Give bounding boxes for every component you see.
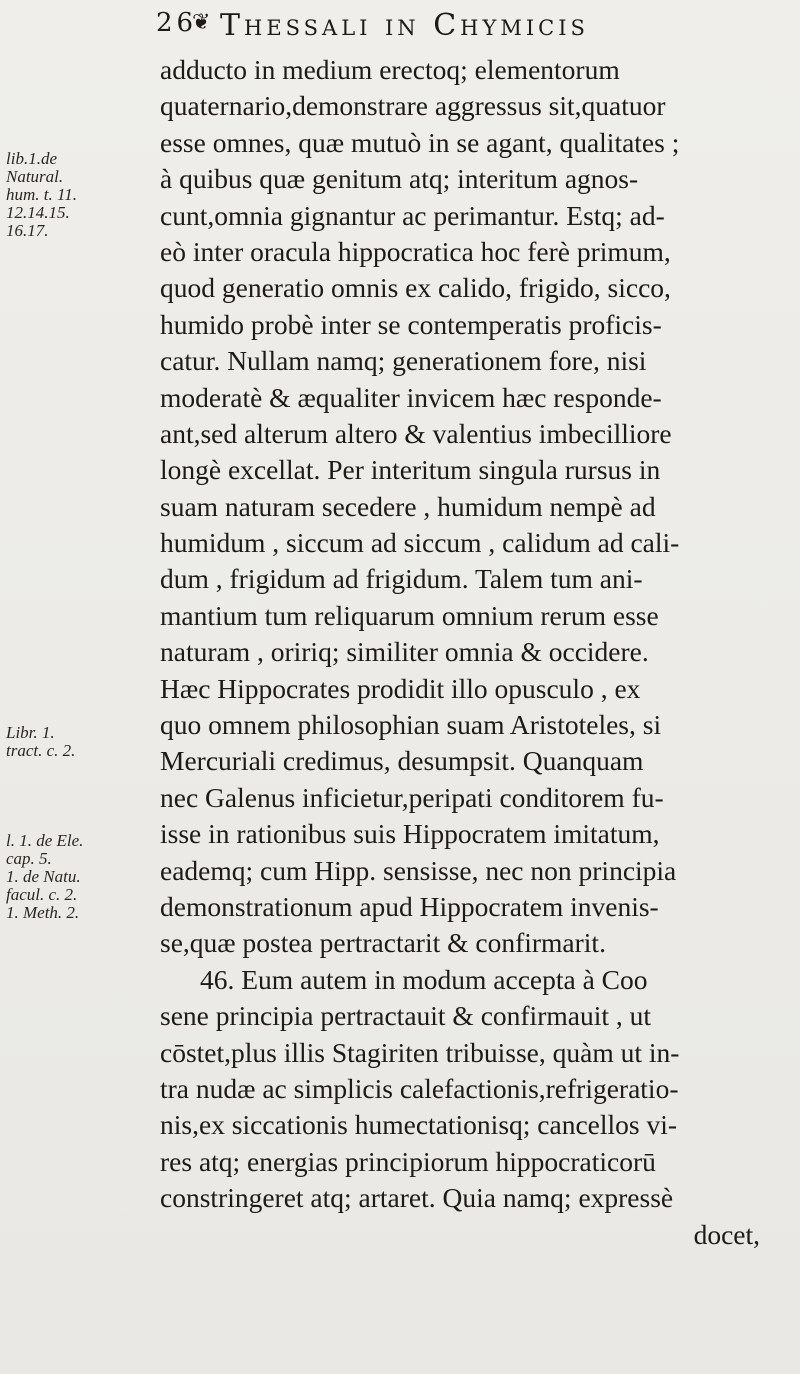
text-line: mantium tum reliquarum omnium rerum esse <box>160 599 659 631</box>
text-line: 46. Eum autem in modum accepta à Coo <box>200 963 648 995</box>
fleuron-icon: ❦ <box>192 10 215 35</box>
text-line: cunt,omnia gignantur ac perimantur. Estq; ad- <box>160 199 665 231</box>
text-line: docet, <box>693 1218 760 1250</box>
text-line: esse omnes, quæ mutuò in se agant, qualitates ; <box>160 126 680 158</box>
page-number: 26 <box>156 8 198 38</box>
text-line: se,quæ postea pertractarit & confirmarit. <box>160 927 606 959</box>
text-line: catur. Nullam namq; generationem fore, nisi <box>160 345 647 377</box>
running-title: Thessali in Chymicis <box>220 8 589 43</box>
text-line: demonstrationum apud Hippocratem invenis- <box>160 890 659 922</box>
text-line: quaternario,demonstrare aggressus sit,quatuor <box>160 90 666 122</box>
text-line: humidum , siccum ad siccum , calidum ad cali- <box>160 527 680 559</box>
text-line: naturam , oririq; similiter omnia & occidere. <box>160 636 649 668</box>
text-line: nec Galenus inficietur,peripati conditorem fu- <box>160 781 664 813</box>
text-line: longè excellat. Per interitum singula rursus in <box>160 454 661 486</box>
text-line: constringeret atq; artaret. Quia namq; expressè <box>160 1182 674 1214</box>
text-line: Hæc Hippocrates prodidit illo opusculo , ex <box>160 672 641 704</box>
text-line: dum , frigidum ad frigidum. Talem tum ani- <box>160 563 643 595</box>
text-line: Mercuriali credimus, desumpsit. Quanquam <box>160 745 644 777</box>
text-line: tra nudæ ac simplicis calefactionis,refrigeratio- <box>160 1072 679 1104</box>
text-line: à quibus quæ genitum atq; interitum agnos- <box>160 163 639 195</box>
margin-note: Libr. 1. tract. c. 2. <box>6 723 76 760</box>
text-line: eademq; cum Hipp. sensisse, nec non principia <box>160 854 677 886</box>
text-line: suam naturam secedere , humidum nempè ad <box>160 490 656 522</box>
text-line: eò inter oracula hippocratica hoc ferè primum, <box>160 235 671 267</box>
main-text-column <box>160 52 790 1253</box>
text-line: quo omnem philosophian suam Aristoteles, si <box>160 709 662 741</box>
text-line: sene principia pertractauit & confirmauit , ut <box>160 1000 651 1032</box>
text-line: quod generatio omnis ex calido, frigido, sicco, <box>160 272 671 304</box>
text-line: res atq; energias principiorum hippocraticorū <box>160 1145 656 1177</box>
text-line: ant,sed alterum altero & valentius imbecilliore <box>160 417 672 449</box>
text-line: isse in rationibus suis Hippocratem imitatum, <box>160 818 660 850</box>
running-header <box>148 8 788 52</box>
text-line: moderatè & æqualiter invicem hæc responde- <box>160 381 662 413</box>
text-line: humido probè inter se contemperatis proficis- <box>160 308 662 340</box>
text-line: adducto in medium erectoq; elementorum <box>160 54 620 85</box>
margin-note: l. 1. de Ele. cap. 5. 1. de Natu. facul. c. 2. 1. Meth. 2. <box>6 831 84 922</box>
text-line: cōstet,plus illis Stagiriten tribuisse, quàm ut in- <box>160 1036 680 1068</box>
margin-note: lib.1.de Natural. hum. t. 11. 12.14.15. 16.17. <box>6 149 77 240</box>
text-line: nis,ex siccationis humectationisq; cancellos vi- <box>160 1109 678 1141</box>
